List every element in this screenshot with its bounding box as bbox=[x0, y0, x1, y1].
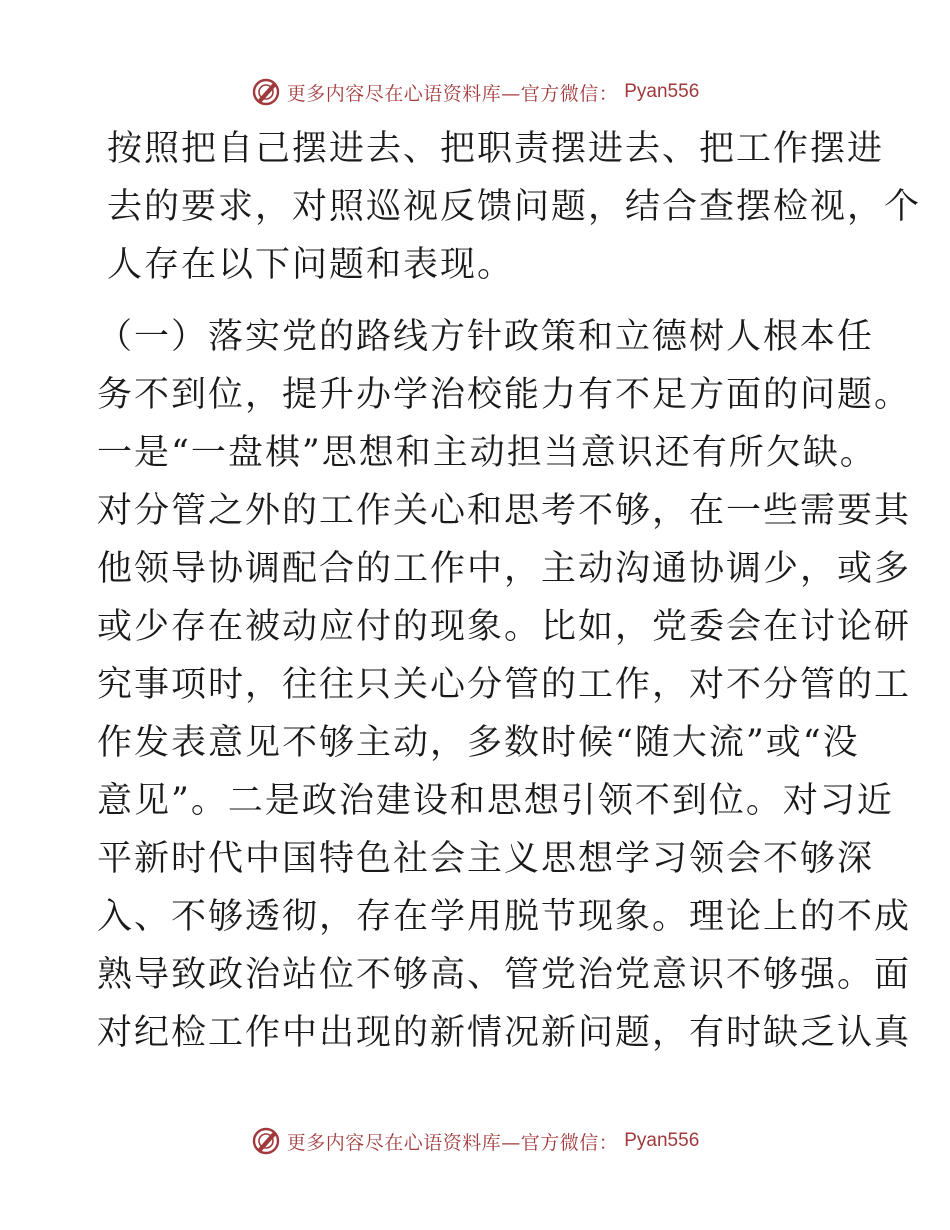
text-line: 对分管之外的工作关心和思考不够，在一些需要其 bbox=[97, 491, 912, 531]
section-heading-line: （一）落实党的路线方针政策和立德树人根本任 bbox=[97, 317, 875, 357]
text-line: 对纪检工作中出现的新情况新问题，有时缺乏认真 bbox=[97, 1013, 912, 1053]
section-heading-line: 务不到位，提升办学治校能力有不足方面的问题。 bbox=[97, 375, 912, 415]
watermark-wechat-id: Pyan556 bbox=[624, 1130, 700, 1151]
watermark-wechat-id: Pyan556 bbox=[624, 81, 700, 102]
text-line: 按照把自己摆进去、把职责摆进去、把工作摆进 bbox=[107, 129, 885, 169]
pen-logo-icon bbox=[251, 1126, 281, 1156]
text-line: 他领导协调配合的工作中，主动沟通协调少，或多 bbox=[97, 549, 912, 589]
text-line: 意见”。二是政治建设和思想引领不到位。对习近 bbox=[97, 781, 894, 821]
document-body bbox=[97, 120, 922, 1062]
text-line: 人存在以下问题和表现。 bbox=[107, 245, 515, 285]
text-line: 平新时代中国特色社会主义思想学习领会不够深 bbox=[97, 839, 875, 879]
intro-paragraph bbox=[97, 120, 922, 294]
footer-watermark bbox=[0, 1121, 950, 1161]
text-line: 入、不够透彻，存在学用脱节现象。理论上的不成 bbox=[97, 897, 912, 937]
pen-logo-icon bbox=[251, 77, 281, 107]
watermark-text: 更多内容尽在心语资料库—官方微信： bbox=[286, 82, 619, 105]
text-line: 或少存在被动应付的现象。比如，党委会在讨论研 bbox=[97, 607, 912, 647]
text-line: 去的要求，对照巡视反馈问题，结合查摆检视，个 bbox=[107, 187, 922, 227]
section-one-paragraph bbox=[97, 308, 912, 1062]
text-line: 究事项时，往往只关心分管的工作，对不分管的工 bbox=[97, 665, 912, 705]
text-line: 作发表意见不够主动，多数时候“随大流”或“没 bbox=[97, 723, 860, 763]
text-line: 一是“一盘棋”思想和主动担当意识还有所欠缺。 bbox=[97, 433, 877, 473]
watermark-text: 更多内容尽在心语资料库—官方微信： bbox=[286, 1131, 619, 1154]
header-watermark bbox=[0, 72, 950, 112]
text-line: 熟导致政治站位不够高、管党治党意识不够强。面 bbox=[97, 955, 912, 995]
